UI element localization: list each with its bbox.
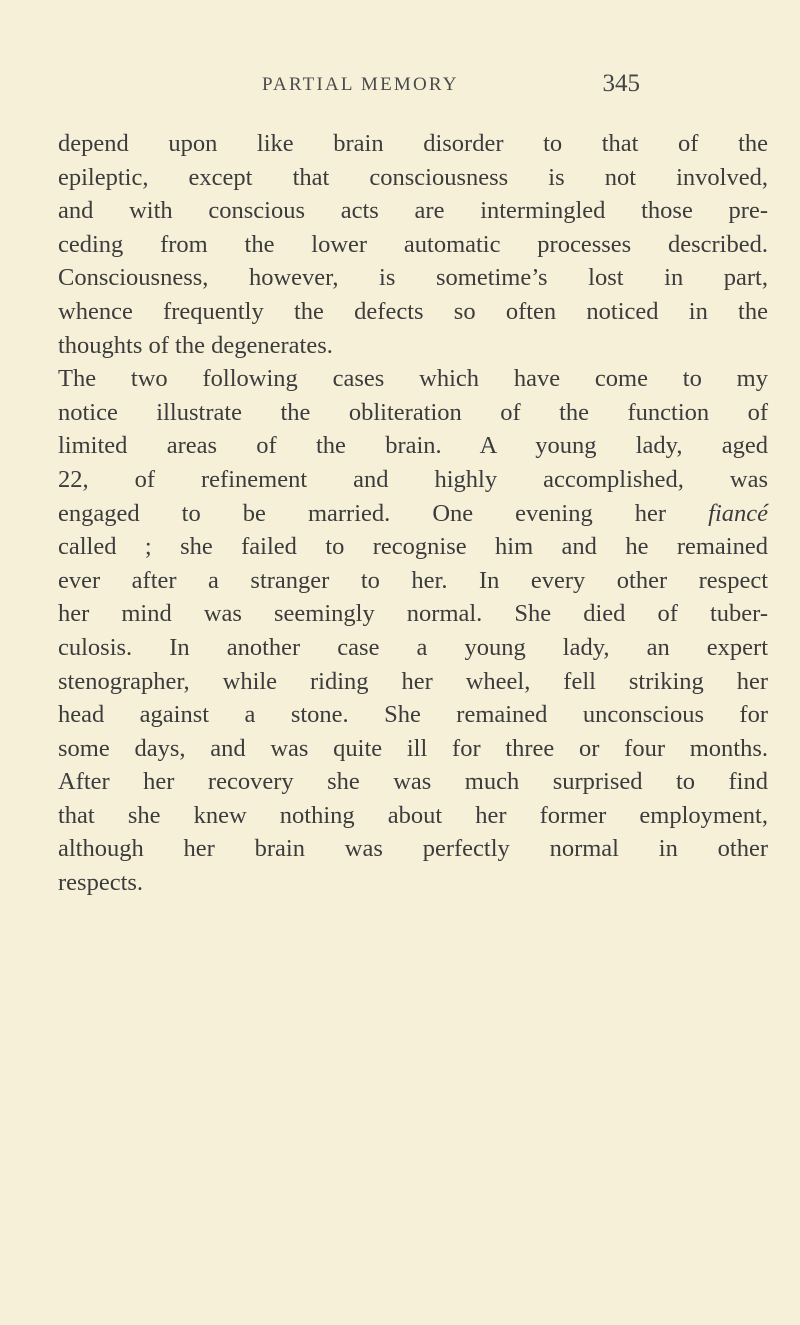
text-line: limited areas of the brain. A young lady, aged (58, 432, 768, 460)
text-line: 22, of refinement and highly accomplished, was (58, 465, 768, 493)
text-line: notice illustrate the obliteration of the function of (58, 398, 768, 426)
text-line: and with conscious acts are intermingled those pre- (58, 197, 768, 225)
text-line: her mind was seemingly normal. She died of tuber- (58, 600, 768, 628)
text-line: head against a stone. She remained unconscious for (58, 701, 768, 729)
text-line: epileptic, except that consciousness is not involved, (58, 163, 768, 191)
text-line: respects. (58, 869, 144, 897)
text-line: whence frequently the defects so often noticed in the (58, 297, 768, 325)
running-head (262, 72, 642, 104)
text-line: The two following cases which have come to my (58, 365, 768, 393)
text-line: ever after a stranger to her. In every other respect (58, 566, 768, 594)
text-line: ceding from the lower automatic processes described. (58, 230, 768, 258)
running-title: PARTIAL MEMORY (262, 74, 459, 95)
text-line: although her brain was perfectly normal in other (58, 835, 768, 863)
text-fragment: engaged to be married. One evening her (58, 499, 667, 527)
italic-word: fiancé (708, 499, 769, 527)
text-line: thoughts of the degenerates. (58, 331, 333, 359)
text-line: culosis. In another case a young lady, an expert (58, 633, 768, 661)
text-line-with-italic (58, 497, 768, 531)
text-line: some days, and was quite ill for three or four months. (58, 734, 768, 762)
body-text (58, 127, 768, 900)
text-line: stenographer, while riding her wheel, fell striking her (58, 667, 768, 695)
page-number: 345 (602, 70, 640, 97)
text-line: Consciousness, however, is sometime’s lost in part, (58, 264, 768, 292)
text-line: After her recovery she was much surprised to find (58, 768, 768, 796)
text-line: that she knew nothing about her former employment, (58, 801, 768, 829)
text-line: called ; she failed to recognise him and he remained (58, 533, 768, 561)
text-line: depend upon like brain disorder to that of the (58, 130, 768, 157)
